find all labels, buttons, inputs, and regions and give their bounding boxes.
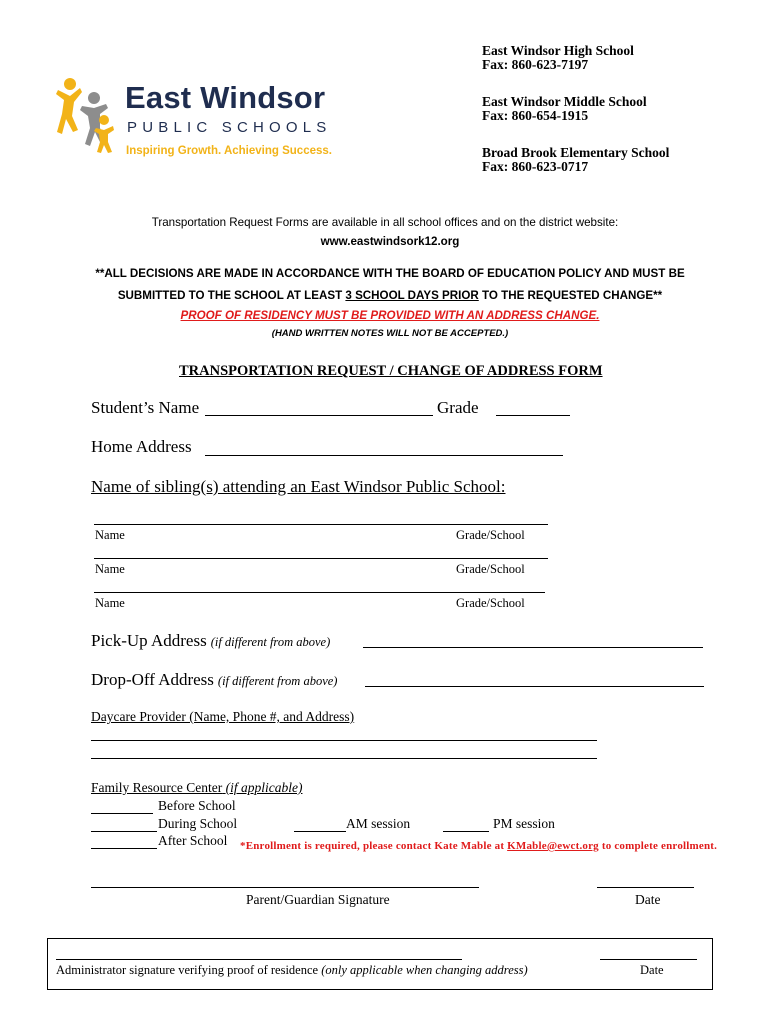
- home-address-label: Home Address: [91, 437, 192, 456]
- daycare-field[interactable]: [91, 758, 597, 759]
- sibling-grade-label: Grade/School: [456, 596, 525, 610]
- dropoff-address-field[interactable]: [365, 686, 704, 687]
- before-school-field[interactable]: [91, 813, 153, 814]
- district-website[interactable]: www.eastwindsork12.org: [320, 235, 460, 248]
- grade-field[interactable]: [496, 415, 570, 416]
- sibling-grade-label: Grade/School: [456, 528, 525, 542]
- dropoff-note: (if different from above): [217, 674, 338, 688]
- school-fax: Fax: 860-623-7197: [482, 57, 589, 72]
- admin-signature-note: (only applicable when changing address): [321, 963, 528, 977]
- grade-label: Grade: [437, 398, 479, 417]
- administrator-box: [47, 938, 713, 990]
- admin-date-field[interactable]: [600, 959, 697, 960]
- daycare-label: Daycare Provider (Name, Phone #, and Address): [91, 709, 355, 724]
- frc-label-text: Family Resource Center: [91, 780, 223, 795]
- school-name: Broad Brook Elementary School: [482, 145, 670, 160]
- school-fax: Fax: 860-654-1915: [482, 108, 589, 123]
- pickup-note: (if different from above): [210, 635, 331, 649]
- logo-tagline: Inspiring Growth. Achieving Success.: [126, 145, 332, 157]
- school-contact: [482, 44, 669, 72]
- decisions-line-1: **ALL DECISIONS ARE MADE IN ACCORDANCE WITH THE BOARD OF EDUCATION POLICY AND MUST BE: [95, 267, 685, 280]
- dropoff-address-label: [91, 670, 337, 690]
- daycare-field[interactable]: [91, 740, 597, 741]
- during-school-field[interactable]: [91, 831, 157, 832]
- guardian-date-label: Date: [635, 892, 661, 907]
- enrollment-email-link[interactable]: KMable@ewct.org: [507, 840, 599, 852]
- am-session-label: AM session: [346, 816, 411, 831]
- pm-session-field[interactable]: [443, 831, 489, 832]
- residency-notice: PROOF OF RESIDENCY MUST BE PROVIDED WITH AN ADDRESS CHANGE.: [180, 309, 600, 322]
- enrollment-text: to complete enrollment.: [598, 840, 718, 852]
- enrollment-text: *Enrollment is required, please contact Kate Mable at: [240, 840, 508, 852]
- guardian-signature-label: Parent/Guardian Signature: [246, 892, 390, 907]
- sibling-grade-label: Grade/School: [456, 562, 525, 576]
- guardian-date-field[interactable]: [597, 887, 694, 888]
- siblings-label: Name of sibling(s) attending an East Windsor Public School:: [91, 477, 506, 496]
- pickup-address-field[interactable]: [363, 647, 703, 648]
- pm-session-label: PM session: [493, 816, 555, 831]
- am-session-field[interactable]: [294, 831, 346, 832]
- sibling-field[interactable]: [94, 558, 548, 559]
- form-title: TRANSPORTATION REQUEST / CHANGE OF ADDRESS FORM: [179, 363, 603, 379]
- decisions-line-2: [0, 289, 770, 302]
- after-school-label: After School: [158, 833, 228, 848]
- sibling-field[interactable]: [94, 524, 548, 525]
- frc-note: (if applicable): [225, 780, 303, 795]
- admin-signature-text: Administrator signature verifying proof of residence: [56, 963, 322, 977]
- logo-subtitle: PUBLIC SCHOOLS: [127, 119, 332, 136]
- admin-date-label: Date: [640, 963, 664, 977]
- decisions-text: SUBMITTED TO THE SCHOOL AT LEAST: [117, 289, 346, 302]
- sibling-name-label: Name: [95, 562, 125, 576]
- pickup-address-label: [91, 631, 330, 651]
- during-school-label: During School: [158, 816, 238, 831]
- decisions-text: TO THE REQUESTED CHANGE**: [478, 289, 663, 302]
- sibling-name-label: Name: [95, 596, 125, 610]
- school-name: East Windsor High School: [482, 43, 634, 58]
- enrollment-note: [240, 840, 717, 852]
- guardian-signature-field[interactable]: [91, 887, 479, 888]
- school-name: East Windsor Middle School: [482, 94, 647, 109]
- home-address-field[interactable]: [205, 455, 563, 456]
- dropoff-label-text: Drop-Off Address: [91, 670, 214, 689]
- school-contact: [482, 146, 669, 174]
- availability-text: Transportation Request Forms are available in all school offices and on the district website:: [151, 216, 619, 229]
- sibling-name-label: Name: [95, 528, 125, 542]
- decisions-deadline: 3 SCHOOL DAYS PRIOR: [345, 289, 479, 302]
- school-fax: Fax: 860-623-0717: [482, 159, 589, 174]
- school-contact-list: [482, 44, 669, 174]
- school-contact: [482, 95, 669, 123]
- before-school-label: Before School: [158, 798, 236, 813]
- pickup-label-text: Pick-Up Address: [91, 631, 207, 650]
- student-name-label: Student’s Name: [91, 398, 200, 417]
- logo-title: East Windsor: [125, 80, 326, 115]
- after-school-field[interactable]: [91, 848, 157, 849]
- district-logo: [56, 76, 336, 166]
- children-figures-icon: [56, 76, 116, 154]
- student-name-field[interactable]: [205, 415, 433, 416]
- admin-signature-field[interactable]: [56, 959, 462, 960]
- frc-label: [91, 780, 302, 796]
- sibling-field[interactable]: [94, 592, 545, 593]
- handwritten-notice: (HAND WRITTEN NOTES WILL NOT BE ACCEPTED.): [271, 328, 509, 339]
- admin-signature-label: [56, 963, 528, 978]
